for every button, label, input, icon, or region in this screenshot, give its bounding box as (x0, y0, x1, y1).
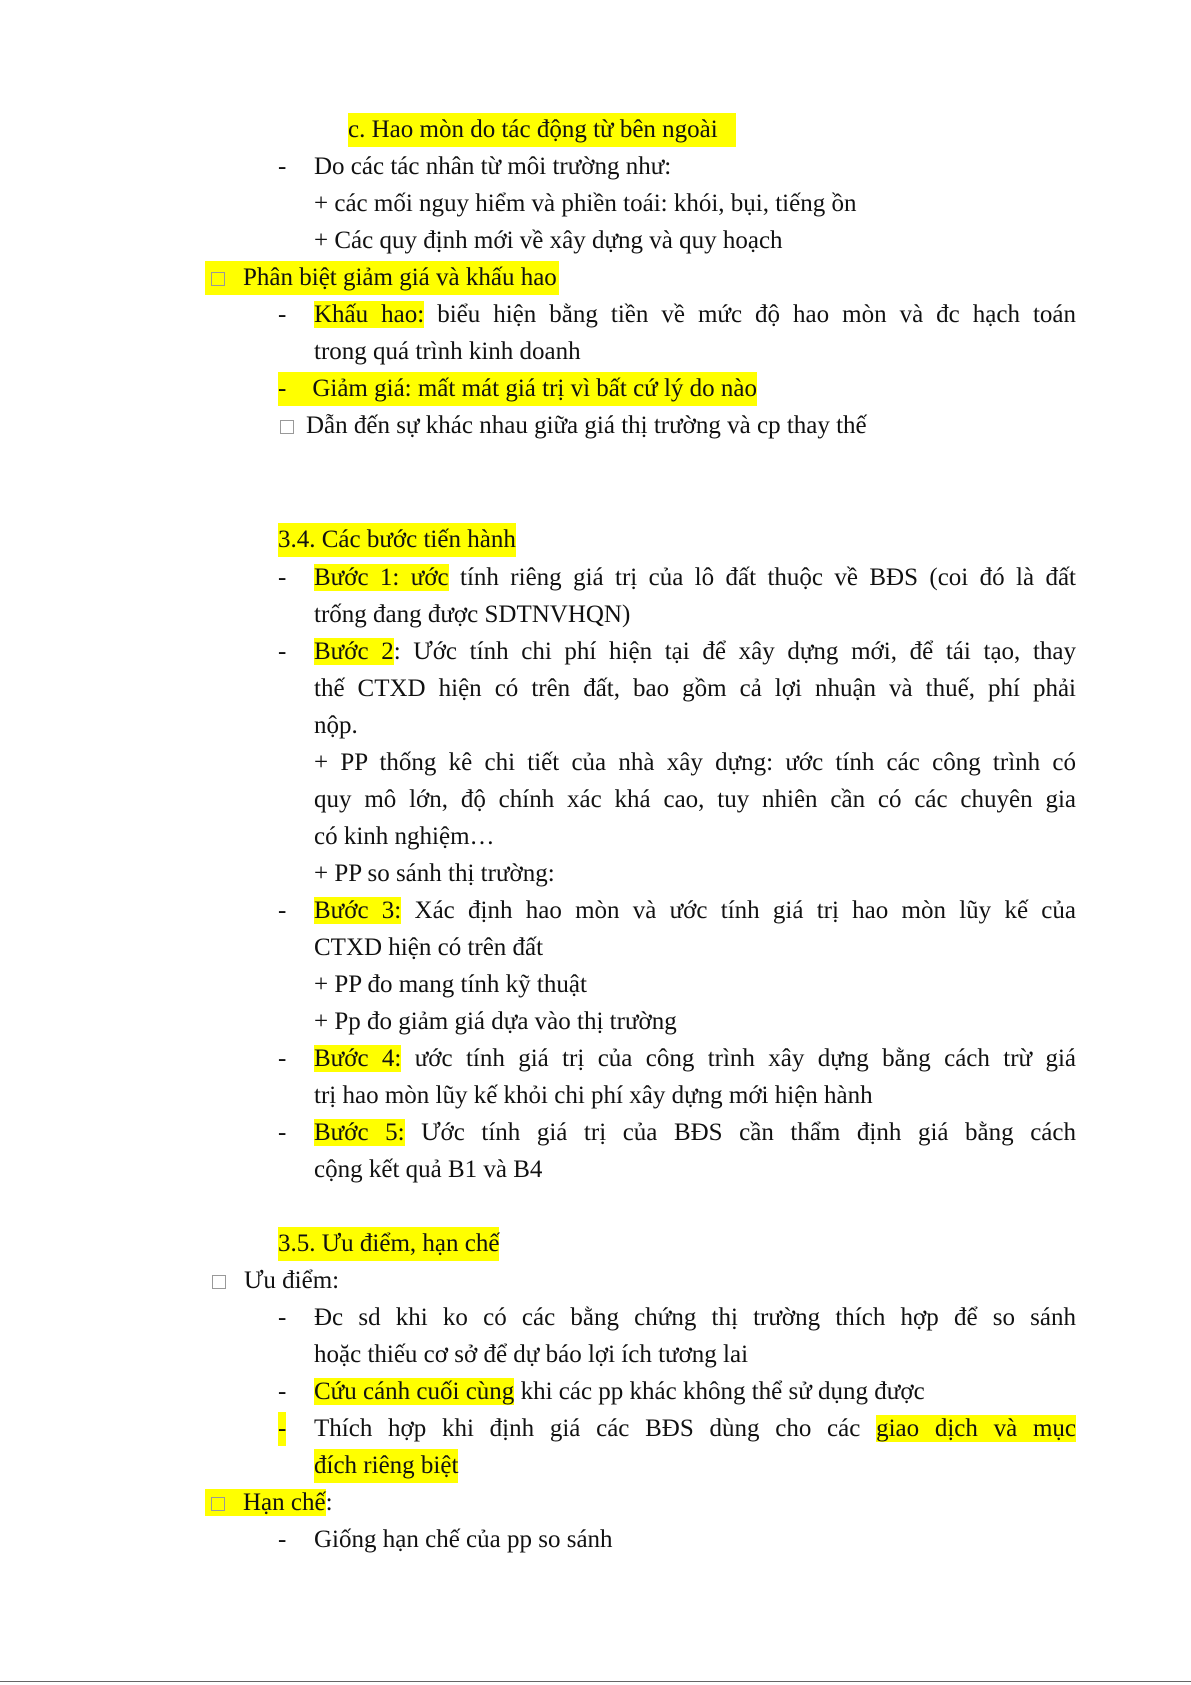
checkbox-square-icon (280, 420, 294, 434)
text-line: CTXD hiện có trên đất (314, 934, 544, 961)
highlight-line: - Giảm giá: mất mát giá trị vì bất cứ lý do nào (278, 372, 757, 406)
highlight-line: đích riêng biệt (314, 1449, 458, 1483)
text-line: thế CTXD hiện có trên đất, bao gồm cả lợi nhuận và thuế, phí phải (314, 675, 1076, 702)
highlight-term: Cứu cánh cuối cùng (314, 1378, 515, 1405)
text-line: Giống hạn chế của pp so sánh (314, 1526, 613, 1553)
bullet-dash: - (278, 1378, 287, 1405)
highlight-term: Bước 2 (314, 638, 394, 665)
text-line: Bước 1: ước tính riêng giá trị của lô đất thuộc về BĐS (coi đó là đất (314, 564, 1077, 591)
highlight-term: Bước 1: ước (314, 564, 449, 591)
highlight-term: Bước 5: (314, 1119, 405, 1146)
text-line: Bước 4: ước tính giá trị của công trình xây dựng bằng cách trừ giá (314, 1045, 1076, 1072)
text-line: Bước 5: Ước tính giá trị của BĐS cần thẩm định giá bằng cách (314, 1119, 1076, 1146)
text-line: trị hao mòn lũy kế khỏi chi phí xây dựng mới hiện hành (314, 1082, 873, 1109)
text-line: Thích hợp khi định giá các BĐS dùng cho các giao dịch và mục (314, 1415, 1076, 1442)
text-line: có kinh nghiệm… (314, 823, 495, 850)
text-line: quy mô lớn, độ chính xác khá cao, tuy nhiên cần có các chuyên gia (314, 786, 1076, 813)
bullet-dash: - (278, 153, 287, 180)
limitations-heading: Hạn chế: (205, 1486, 333, 1520)
bullet-dash: - (278, 1119, 287, 1146)
text-line: Bước 2: Ước tính chi phí hiện tại để xây dựng mới, để tái tạo, thay (314, 638, 1076, 665)
conclusion-line: Dẫn đến sự khác nhau giữa giá thị trường và cp thay thế (280, 409, 867, 443)
advantages-heading: Ưu điểm: (212, 1264, 339, 1298)
text-line: cộng kết quả B1 và B4 (314, 1156, 543, 1183)
highlight-term: Bước 4: (314, 1045, 402, 1072)
checkbox-square-icon (211, 272, 225, 286)
text-line: Đc sd khi ko có các bằng chứng thị trường thích hợp để so sánh (314, 1304, 1076, 1331)
text-line: + Pp đo giảm giá dựa vào thị trường (314, 1008, 677, 1035)
text-line: hoặc thiếu cơ sở để dự báo lợi ích tương lai (314, 1341, 749, 1368)
text-line: Bước 3: Xác định hao mòn và ước tính giá trị hao mòn lũy kế của (314, 897, 1076, 924)
checkbox-square-icon (211, 1497, 225, 1511)
text-line: + PP so sánh thị trường: (314, 860, 555, 887)
section-heading-3-5: 3.5. Ưu điểm, hạn chế (278, 1227, 499, 1261)
bullet-dash: - (278, 1045, 287, 1072)
bullet-dash: - (278, 564, 287, 591)
text-line: Cứu cánh cuối cùng khi các pp khác không thể sử dụng được (314, 1378, 925, 1405)
text-line: + Các quy định mới về xây dựng và quy hoạch (314, 227, 783, 254)
text-line: Do các tác nhân từ môi trường như: (314, 153, 672, 180)
bullet-dash: - (278, 301, 287, 328)
page-bottom-rule (0, 1681, 1191, 1682)
section-heading: Phân biệt giảm giá và khấu hao (205, 261, 559, 295)
bullet-dash: - (278, 1526, 287, 1553)
text-line: + các mối nguy hiểm và phiền toái: khói, bụi, tiếng ồn (314, 190, 857, 217)
text-line: trong quá trình kinh doanh (314, 338, 581, 365)
highlight-term: Khấu hao: (314, 301, 425, 328)
section-heading-3-4: 3.4. Các bước tiến hành (278, 523, 516, 557)
bullet-dash: - (278, 1412, 286, 1446)
bullet-dash: - (278, 638, 287, 665)
text-line: nộp. (314, 712, 358, 739)
text-line: + PP thống kê chi tiết của nhà xây dựng: ước tính các công trình có (314, 749, 1076, 776)
highlight-term: Bước 3: (314, 897, 402, 924)
text-line: + PP đo mang tính kỹ thuật (314, 971, 587, 998)
bullet-dash: - (278, 897, 287, 924)
subheading-c: c. Hao mòn do tác động từ bên ngoài (348, 113, 736, 147)
text-line: Khấu hao: biểu hiện bằng tiền về mức độ hao mòn và đc hạch toán (314, 301, 1076, 328)
text-line: trống đang được SDTNVHQN) (314, 601, 631, 628)
checkbox-square-icon (212, 1275, 226, 1289)
highlight-term: giao dịch và mục (876, 1415, 1076, 1442)
bullet-dash: - (278, 1304, 287, 1331)
